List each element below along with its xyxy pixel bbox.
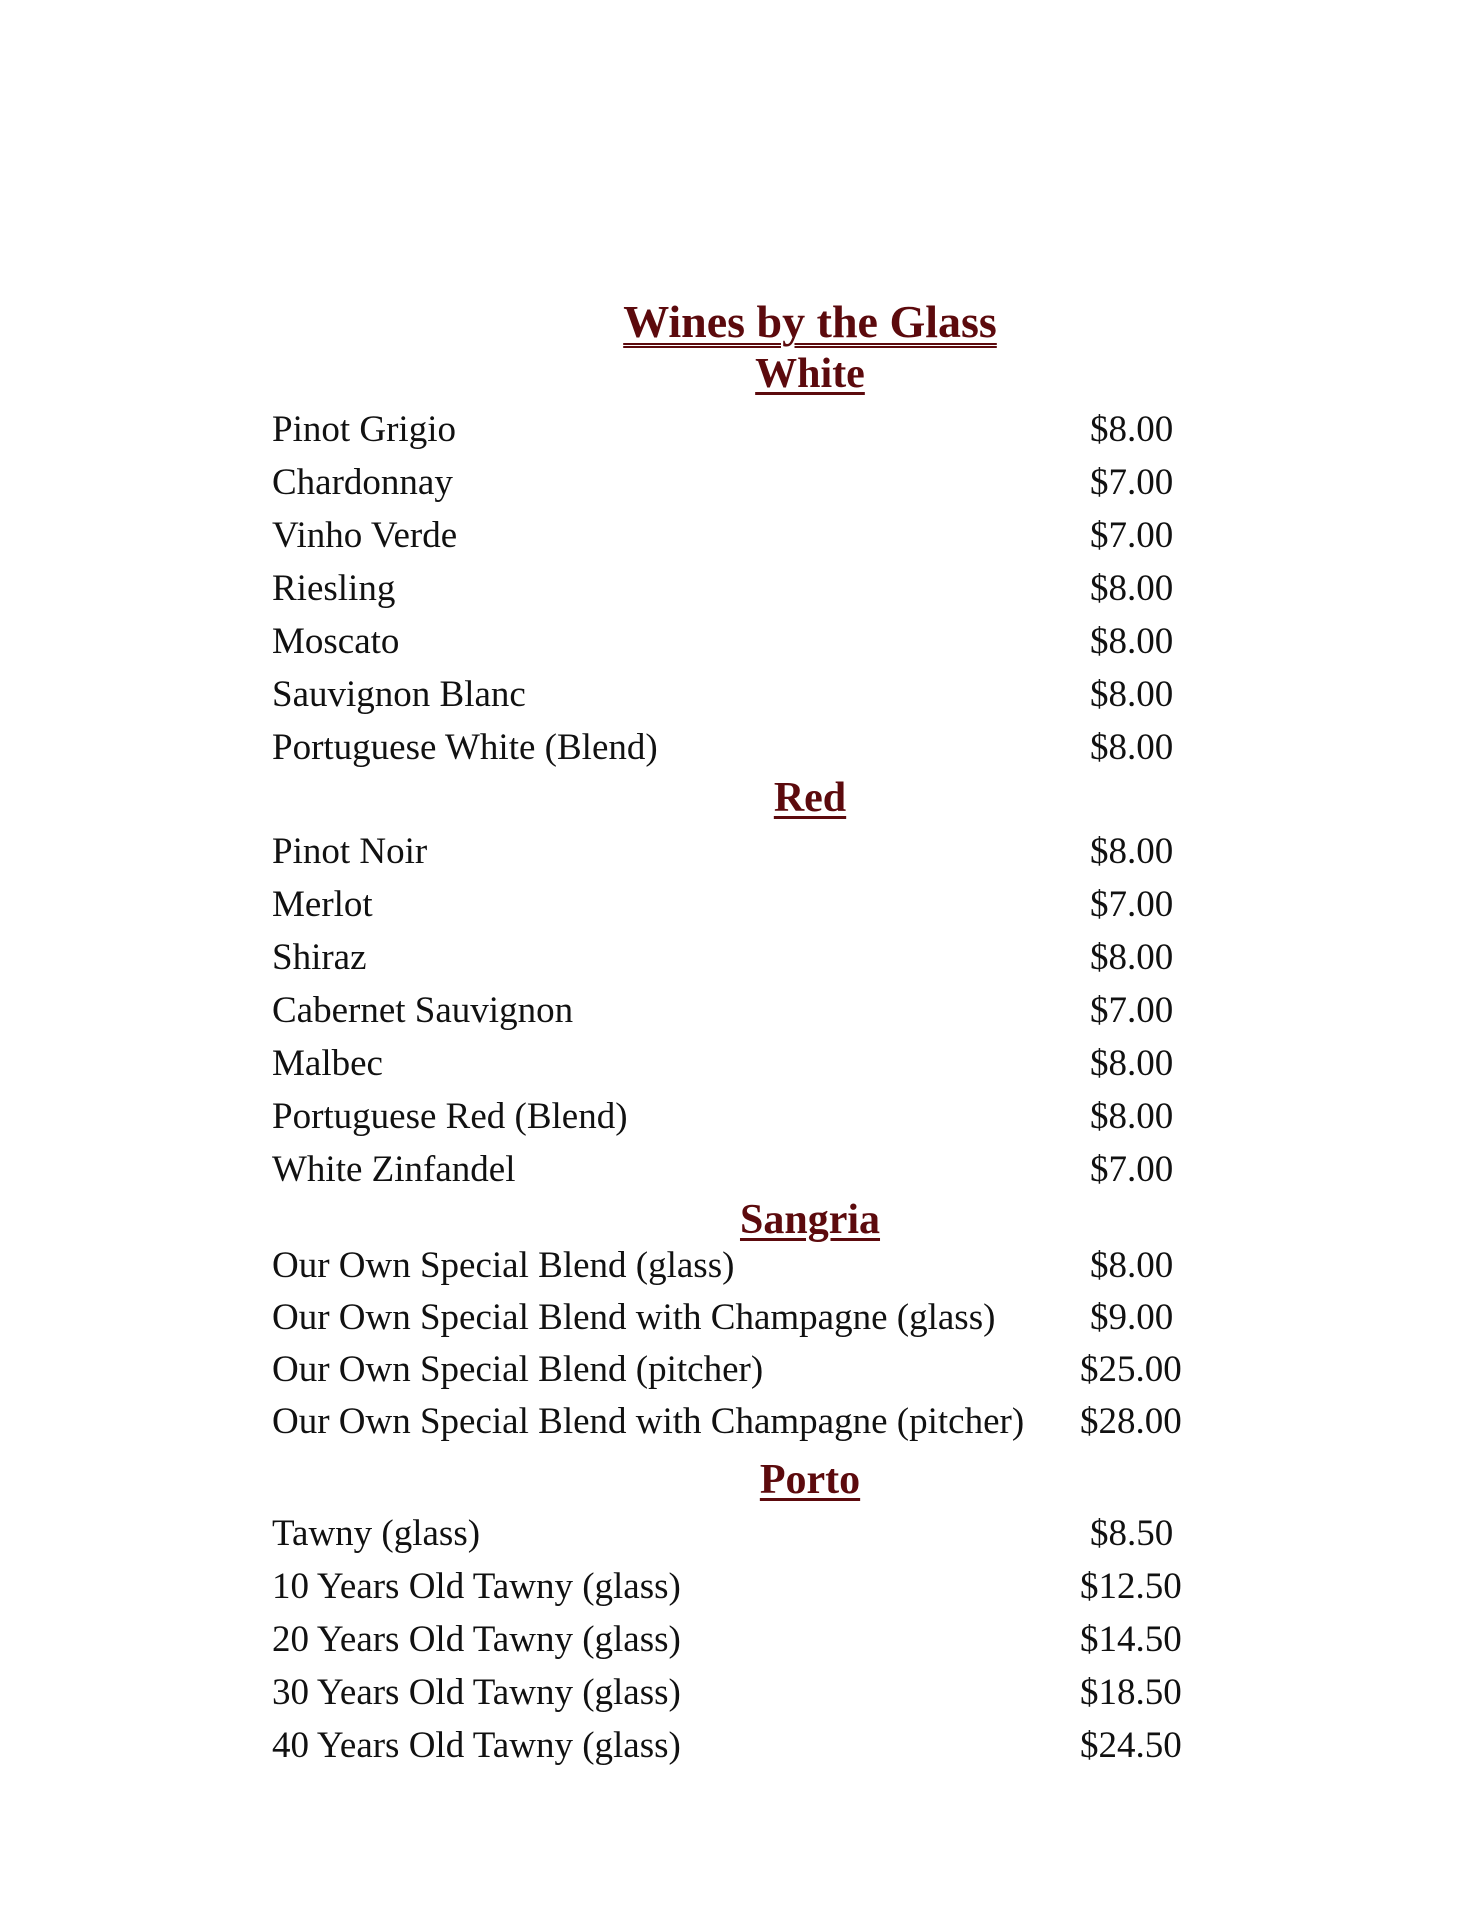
item-name: 30 Years Old Tawny (glass) [272,1672,681,1713]
item-price: $24.50 [1080,1725,1182,1766]
item-price: $8.00 [1090,409,1174,450]
menu-item [272,985,1212,1037]
menu-item [272,1667,1212,1719]
menu-item [272,669,1212,721]
item-price: $28.00 [1080,1401,1182,1442]
section-title-porto: Porto [759,1457,861,1503]
menu-item [272,457,1212,509]
item-name: 40 Years Old Tawny (glass) [272,1725,681,1766]
item-name: White Zinfandel [272,1149,516,1190]
item-price: $8.00 [1090,621,1174,662]
menu-item [272,826,1212,878]
item-price: $8.00 [1090,568,1174,609]
item-name: Portuguese White (Blend) [272,727,658,768]
item-price: $7.00 [1090,515,1174,556]
item-name: Our Own Special Blend (glass) [272,1245,735,1286]
item-price: $8.00 [1090,674,1174,715]
menu-item [272,616,1212,668]
item-name: Our Own Special Blend (pitcher) [272,1349,764,1390]
item-name: Shiraz [272,937,367,978]
item-name: Pinot Grigio [272,409,456,450]
item-price: $8.00 [1090,1245,1174,1286]
item-name: Cabernet Sauvignon [272,990,574,1031]
item-name: 10 Years Old Tawny (glass) [272,1566,681,1607]
item-price: $8.50 [1090,1513,1174,1554]
section-title-sangria: Sangria [739,1197,881,1243]
menu-item [272,1144,1212,1196]
menu-item [272,1292,1212,1344]
item-name: Moscato [272,621,400,662]
item-name: Chardonnay [272,462,453,503]
item-name: Merlot [272,884,373,925]
item-name: Vinho Verde [272,515,458,556]
item-name: Sauvignon Blanc [272,674,526,715]
item-price: $25.00 [1080,1349,1182,1390]
item-name: 20 Years Old Tawny (glass) [272,1619,681,1660]
menu-item [272,1091,1212,1143]
item-price: $14.50 [1080,1619,1182,1660]
item-name: Pinot Noir [272,831,428,872]
item-price: $7.00 [1090,884,1174,925]
item-price: $9.00 [1090,1297,1174,1338]
menu-item [272,1720,1212,1772]
menu-item [272,722,1212,774]
menu-item [272,1240,1212,1292]
menu-item [272,510,1212,562]
menu-item [272,563,1212,615]
item-name: Malbec [272,1043,383,1084]
item-name: Our Own Special Blend with Champagne (pitcher) [272,1401,1025,1442]
item-name: Portuguese Red (Blend) [272,1096,628,1137]
item-price: $7.00 [1090,462,1174,503]
item-price: $12.50 [1080,1566,1182,1607]
menu-item [272,404,1212,456]
item-price: $8.00 [1090,937,1174,978]
menu-item [272,1344,1212,1396]
section-title-white: White [755,351,865,397]
menu-item [272,1508,1212,1560]
item-price: $8.00 [1090,831,1174,872]
item-price: $8.00 [1090,1043,1174,1084]
item-name: Tawny (glass) [272,1513,481,1554]
item-price: $7.00 [1090,1149,1174,1190]
menu-item [272,1614,1212,1666]
menu-item [272,1561,1212,1613]
menu-item [272,1038,1212,1090]
item-price: $8.00 [1090,1096,1174,1137]
item-price: $7.00 [1090,990,1174,1031]
item-name: Our Own Special Blend with Champagne (glass) [272,1297,996,1338]
menu-item [272,932,1212,984]
section-title-red: Red [773,775,847,821]
page-title: Wines by the Glass [623,296,997,347]
menu-item [272,879,1212,931]
item-price: $18.50 [1080,1672,1182,1713]
item-price: $8.00 [1090,727,1174,768]
menu-item [272,1396,1212,1448]
item-name: Riesling [272,568,396,609]
